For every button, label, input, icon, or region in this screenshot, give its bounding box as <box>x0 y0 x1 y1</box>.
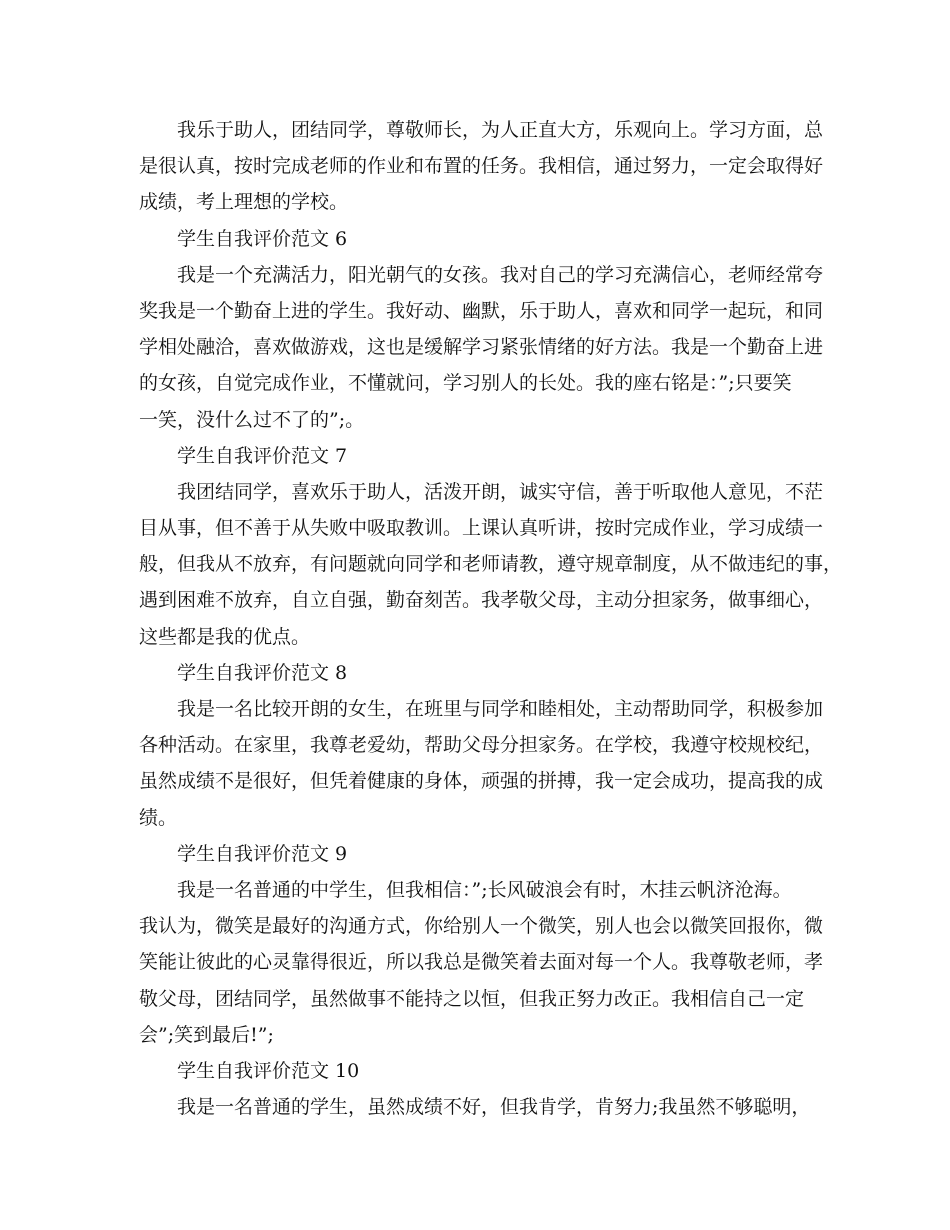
paragraph-line: 学相处融洽，喜欢做游戏，这也是缓解学习紧张情绪的好方法。我是一个勤奋上进 <box>139 336 824 359</box>
section-heading: 学生自我评价范文 7 <box>177 444 348 467</box>
paragraph-line: 笑能让彼此的心灵靠得很近，所以我总是微笑着去面对每一个人。我尊敬老师，孝 <box>139 951 824 974</box>
paragraph-line: 各种活动。在家里，我尊老爱幼，帮助父母分担家务。在学校，我遵守校规校纪， <box>139 734 824 757</box>
paragraph-line: 一笑，没什么过不了的”;。 <box>139 408 365 431</box>
section-heading: 学生自我评价范文 8 <box>177 661 348 684</box>
paragraph-line: 是很认真，按时完成老师的作业和布置的任务。我相信，通过努力，一定会取得好 <box>139 155 824 178</box>
paragraph-line: 目从事，但不善于从失败中吸取教训。上课认真听讲，按时完成作业，学习成绩一 <box>139 517 824 540</box>
paragraph-line: 成绩，考上理想的学校。 <box>139 191 349 214</box>
paragraph-line: 我是一个充满活力，阳光朝气的女孩。我对自己的学习充满信心，老师经常夸 <box>177 263 824 286</box>
section-heading: 学生自我评价范文 10 <box>177 1059 360 1082</box>
paragraph-line: 绩。 <box>139 806 178 829</box>
section-heading: 学生自我评价范文 9 <box>177 842 348 865</box>
paragraph-line: 的女孩，自觉完成作业，不懂就问，学习别人的长处。我的座右铭是：”;只要笑 <box>139 372 792 395</box>
paragraph-line: 我是一名普通的学生，虽然成绩不好，但我肯学，肯努力;我虽然不够聪明， <box>177 1096 811 1119</box>
paragraph-line: 般，但我从不放弃，有问题就向同学和老师请教，遵守规章制度，从不做违纪的事， <box>139 553 843 576</box>
paragraph-line: 敬父母，团结同学，虽然做事不能持之以恒，但我正努力改正。我相信自己一定 <box>139 987 805 1010</box>
paragraph-line: 我是一名比较开朗的女生，在班里与同学和睦相处，主动帮助同学，积极参加 <box>177 698 824 720</box>
paragraph-line: 奖我是一个勤奋上进的学生。我好动、幽默，乐于助人，喜欢和同学一起玩，和同 <box>139 299 824 322</box>
paragraph-line: 我团结同学，喜欢乐于助人，活泼开朗，诚实守信，善于听取他人意见，不茫 <box>177 480 824 503</box>
paragraph-line: 会”;笑到最后!”; <box>139 1023 274 1046</box>
document-body <box>139 112 843 1125</box>
paragraph-line: 我认为，微笑是最好的沟通方式，你给别人一个微笑，别人也会以微笑回报你，微 <box>139 915 824 938</box>
section-heading: 学生自我评价范文 6 <box>177 227 348 250</box>
paragraph-line: 这些都是我的优点。 <box>139 625 311 648</box>
paragraph-line: 遇到困难不放弃，自立自强，勤奋刻苦。我孝敬父母，主动分担家务，做事细心， <box>139 589 824 612</box>
paragraph-line: 虽然成绩不是很好，但凭着健康的身体，顽强的拼搏，我一定会成功，提高我的成 <box>139 770 824 793</box>
paragraph-line: 我乐于助人，团结同学，尊敬师长，为人正直大方，乐观向上。学习方面，总 <box>177 119 824 141</box>
paragraph-line: 我是一名普通的中学生，但我相信：”;长风破浪会有时，木挂云帆济沧海。 <box>177 878 792 901</box>
